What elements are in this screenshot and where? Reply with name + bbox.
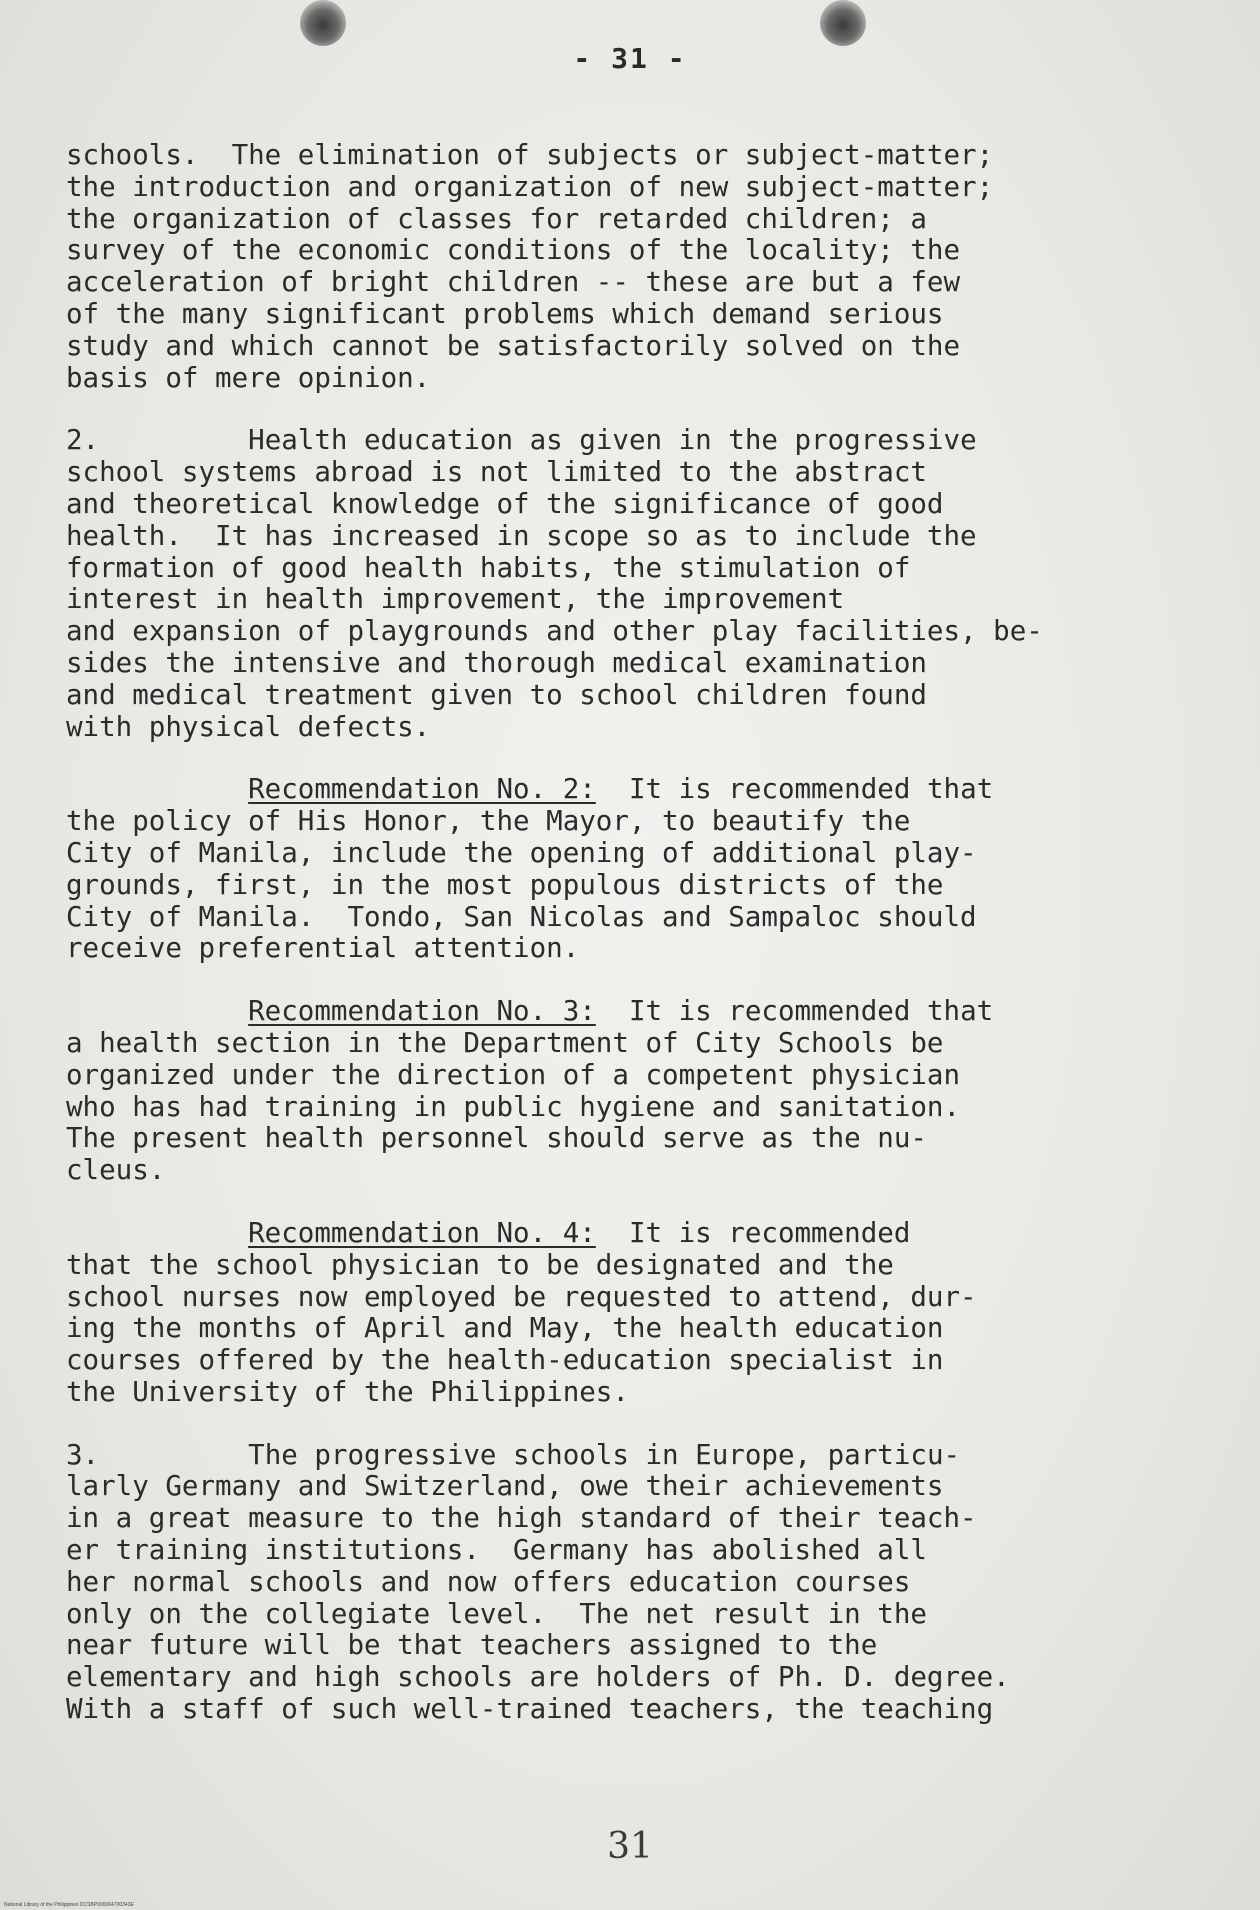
recommendation-heading: Recommendation No. 4: xyxy=(248,1216,596,1249)
section-number: 2. xyxy=(66,424,100,457)
text-line: a health section in the Department of City Schools be xyxy=(66,1026,944,1059)
text-line: of the many significant problems which demand serious xyxy=(66,297,944,330)
recommendation-heading: Recommendation No. 2: xyxy=(248,773,596,806)
text-line: her normal schools and now offers education courses xyxy=(66,1565,911,1598)
text-line: study and which cannot be satisfactorily solved on the xyxy=(66,329,961,362)
text-line: health. It has increased in scope so as to include the xyxy=(66,519,977,552)
text-line: The present health personnel should serve as the nu- xyxy=(66,1122,927,1155)
text-line: school nurses now employed be requested to attend, dur- xyxy=(66,1280,977,1313)
text-line: ing the months of April and May, the health education xyxy=(66,1312,944,1345)
recommendation-3 xyxy=(66,996,1196,1187)
recommendation-2 xyxy=(66,774,1196,965)
recommendation-4 xyxy=(66,1218,1196,1409)
text-line: that the school physician to be designated and the xyxy=(66,1248,894,1281)
text-line: the organization of classes for retarded children; a xyxy=(66,202,927,235)
punch-hole xyxy=(820,0,866,46)
recommendation-lead-text: It is recommended xyxy=(628,1216,911,1249)
text-line: survey of the economic conditions of the locality; the xyxy=(66,234,961,267)
text-line: organized under the direction of a competent physician xyxy=(66,1058,961,1091)
section-lead-text: The progressive schools in Europe, particu- xyxy=(248,1438,961,1471)
body-text xyxy=(66,140,1196,1757)
text-line: basis of mere opinion. xyxy=(66,361,431,394)
section-first-line xyxy=(66,1440,1196,1472)
page-marker: - 31 - xyxy=(573,42,687,75)
paragraph-section-2 xyxy=(66,425,1196,743)
section-number: 3. xyxy=(66,1438,100,1471)
text-line: sides the intensive and thorough medical examination xyxy=(66,646,927,679)
recommendation-heading: Recommendation No. 3: xyxy=(248,995,596,1028)
text-line: elementary and high schools are holders of Ph. D. degree. xyxy=(66,1661,1010,1694)
text-line: with physical defects. xyxy=(66,710,431,743)
text-line: and theoretical knowledge of the significance of good xyxy=(66,487,944,520)
archive-imprint: National Library of the Philippines DCSBP000064700343E xyxy=(4,1902,134,1908)
text-line: grounds, first, in the most populous districts of the xyxy=(66,868,944,901)
recommendation-first-line xyxy=(66,1218,1196,1250)
text-line: the introduction and organization of new subject-matter; xyxy=(66,170,994,203)
page-number: 31 xyxy=(607,1826,653,1867)
text-line: and medical treatment given to school children found xyxy=(66,678,927,711)
text-line: courses offered by the health-education specialist in xyxy=(66,1344,944,1377)
text-line: the University of the Philippines. xyxy=(66,1375,629,1408)
recommendation-lead-text: It is recommended that xyxy=(628,995,994,1028)
text-line: in a great measure to the high standard of their teach- xyxy=(66,1502,977,1535)
punch-hole xyxy=(300,0,346,46)
text-line: interest in health improvement, the improvement xyxy=(66,583,845,616)
text-line: receive preferential attention. xyxy=(66,932,580,965)
section-lead-text: Health education as given in the progressive xyxy=(248,424,977,457)
text-line: the policy of His Honor, the Mayor, to beautify the xyxy=(66,805,911,838)
text-line: only on the collegiate level. The net result in the xyxy=(66,1597,927,1630)
paragraph-continuation xyxy=(66,140,1196,394)
section-first-line xyxy=(66,425,1196,457)
recommendation-lead-text: It is recommended that xyxy=(628,773,994,806)
text-line: acceleration of bright children -- these are but a few xyxy=(66,266,961,299)
text-line: er training institutions. Germany has abolished all xyxy=(66,1534,927,1567)
text-line: cleus. xyxy=(66,1154,166,1187)
text-line: City of Manila. Tondo, San Nicolas and Sampaloc should xyxy=(66,900,977,933)
text-line: City of Manila, include the opening of additional play- xyxy=(66,836,977,869)
text-line: school systems abroad is not limited to the abstract xyxy=(66,456,927,489)
text-line: schools. The elimination of subjects or subject-matter; xyxy=(66,139,994,171)
text-line: larly Germany and Switzerland, owe their achievements xyxy=(66,1470,944,1503)
recommendation-first-line xyxy=(66,996,1196,1028)
paragraph-section-3 xyxy=(66,1440,1196,1726)
text-line: formation of good health habits, the stimulation of xyxy=(66,551,911,584)
text-line: and expansion of playgrounds and other play facilities, be- xyxy=(66,615,1043,648)
text-line: who has had training in public hygiene and sanitation. xyxy=(66,1090,961,1123)
text-line: With a staff of such well-trained teachers, the teaching xyxy=(66,1693,994,1726)
text-line: near future will be that teachers assigned to the xyxy=(66,1629,878,1662)
recommendation-first-line xyxy=(66,774,1196,806)
